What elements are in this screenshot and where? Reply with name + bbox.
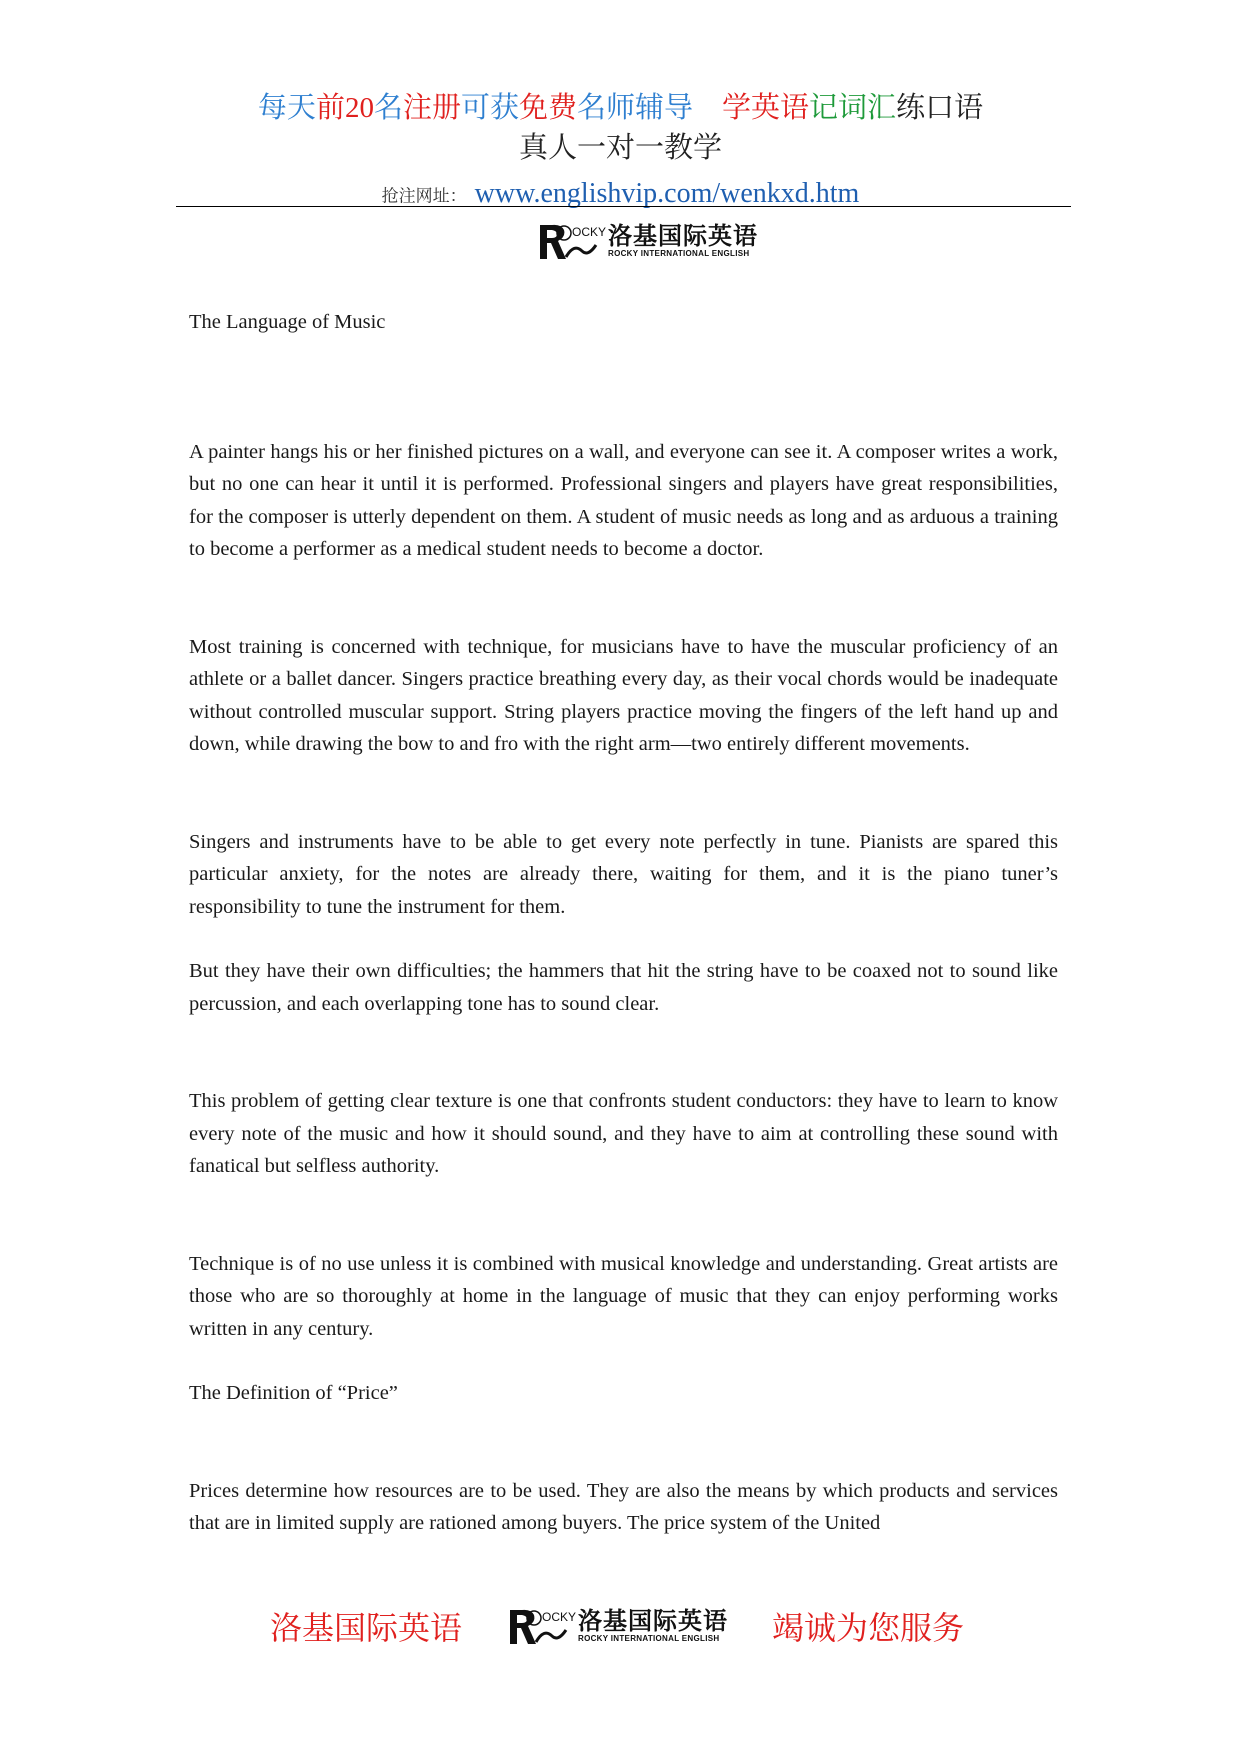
paragraph-4: But they have their own difficulties; the hammers that hit the string have to be coaxed not to sound like percussion, and each overlapping tone has to sound clear.: [189, 960, 1058, 1015]
logo-english-name: ROCKY INTERNATIONAL ENGLISH: [608, 249, 750, 258]
footer-brand-text: 洛基国际英语: [270, 1609, 463, 1647]
header-divider: [176, 206, 1071, 207]
promo-line: [0, 88, 1241, 128]
promo-segment: 学英语: [693, 92, 810, 124]
article-title-music: The Language of Music: [189, 311, 386, 333]
paragraph-5: This problem of getting clear texture is one that confronts student conductors: they have to learn to know every note of the music and how it should sound, and they have to aim at controlling these sound with fanatical but selfless authority.: [189, 1090, 1058, 1177]
rocky-logo-top: [538, 221, 758, 261]
register-url-link[interactable]: www.englishvip.com/wenkxd.htm: [474, 178, 860, 209]
promo-segment: 名师辅导: [577, 92, 694, 124]
paragraph-6: Technique is of no use unless it is combined with musical knowledge and understanding. Great artists are those who are so thoroughly at home in the language of music that they can enjoy performing works written in any century.: [189, 1252, 1058, 1340]
promo-subline: 真人一对一教学: [518, 132, 722, 164]
promo-segment: 前: [315, 92, 345, 124]
rocky-logo-mark: [508, 1606, 577, 1646]
logo-chinese-name: 洛基国际英语: [578, 1607, 728, 1635]
promo-segment: 每天: [257, 92, 316, 124]
promo-segment: 免费: [519, 92, 578, 124]
logo-english-name: ROCKY INTERNATIONAL ENGLISH: [578, 1634, 720, 1643]
promo-segment: 可获: [460, 92, 519, 124]
logo-ocky-text: OCKY: [572, 225, 607, 239]
promo-segment: 注册: [402, 92, 461, 124]
article-title-price: The Definition of “Price”: [189, 1382, 398, 1404]
article-body: [189, 306, 1058, 1540]
footer: [0, 1598, 1241, 1658]
paragraph-2: Most training is concerned with technique, for musicians have to have the muscular proficiency of an athlete or a ballet dancer. Singers practice breathing every day, as their vocal chords would be inadequate without controlled muscular support. String players practice moving the fingers of the left hand up and down, while drawing the bow to and fro with the right arm—two entirely different movements.: [189, 635, 1058, 755]
promo-segment: 练口语: [896, 92, 984, 124]
logo-ocky-text: OCKY: [542, 1610, 577, 1624]
rocky-logo-mark: [538, 221, 607, 261]
promo-header: [0, 88, 1241, 210]
promo-segment: 20: [344, 92, 374, 124]
rocky-logo-footer: [508, 1606, 728, 1646]
paragraph-7: Prices determine how resources are to be used. They are also the means by which products and services that are in limited supply are rationed among buyers. The price system of the United: [189, 1479, 1058, 1534]
paragraph-3: Singers and instruments have to be able to get every note perfectly in tune. Pianists are spared this particular anxiety, for the notes are already there, waiting for them, and it is the piano tuner’s responsibility to tune the instrument for them.: [189, 830, 1058, 918]
url-label: 抢注网址：: [381, 186, 467, 206]
promo-segment: 名: [373, 92, 403, 124]
footer-service-text: 竭诚为您服务: [772, 1609, 965, 1647]
paragraph-1: A painter hangs his or her finished pictures on a wall, and everyone can see it. A composer writes a work, but no one can hear it until it is performed. Professional singers and players have great responsibilities, for the composer is utterly dependent on them. A student of music needs as long and as arduous a training to become a performer as a medical student needs to become a doctor.: [189, 440, 1058, 560]
promo-segment: 记词汇: [809, 92, 897, 124]
logo-chinese-name: 洛基国际英语: [608, 222, 758, 250]
